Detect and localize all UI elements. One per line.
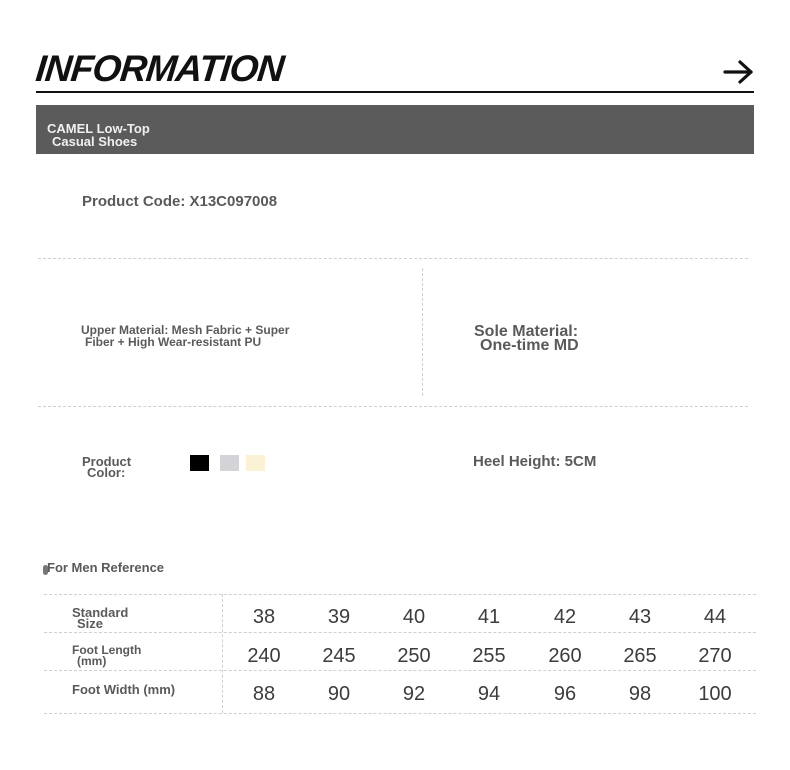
table-line-bottom bbox=[44, 713, 756, 714]
product-banner bbox=[36, 105, 754, 154]
table-cell: 260 bbox=[548, 645, 582, 667]
table-cell: 98 bbox=[628, 683, 652, 705]
table-cell: 250 bbox=[397, 645, 431, 667]
title-divider bbox=[36, 91, 754, 93]
banner-line-2: Casual Shoes bbox=[52, 134, 138, 149]
banner-text bbox=[47, 122, 150, 148]
upper-material bbox=[81, 324, 289, 348]
upper-material-line-2: Fiber + High Wear-resistant PU bbox=[85, 335, 262, 349]
table-cell: 42 bbox=[553, 606, 577, 628]
product-code: Product Code: X13C097008 bbox=[82, 193, 278, 210]
table-row-label-line-1: Foot Width (mm) bbox=[72, 682, 176, 697]
table-cell: 44 bbox=[703, 606, 727, 628]
table-cell: 265 bbox=[623, 645, 657, 667]
upper-material-line-1: Upper Material: Mesh Fabric + Super bbox=[81, 323, 290, 337]
table-cell: 270 bbox=[698, 645, 732, 667]
sole-material bbox=[474, 325, 579, 353]
table-line-vertical bbox=[222, 594, 223, 713]
divider-vertical bbox=[422, 268, 423, 396]
table-line-1 bbox=[44, 632, 756, 633]
color-swatch-black[interactable] bbox=[190, 455, 209, 471]
divider-top bbox=[38, 258, 748, 259]
divider-middle bbox=[38, 406, 748, 407]
size-table-caption: For Men Reference bbox=[47, 560, 165, 575]
color-swatch-cream[interactable] bbox=[246, 455, 265, 471]
table-cell: 88 bbox=[252, 683, 276, 705]
page-title: INFORMATION bbox=[33, 48, 286, 89]
table-cell: 43 bbox=[628, 606, 652, 628]
table-cell: 94 bbox=[477, 683, 501, 705]
arrow-right-icon[interactable] bbox=[722, 58, 756, 86]
sole-material-line-1: Sole Material: bbox=[474, 323, 579, 340]
table-row-label-line-1: Standard bbox=[72, 605, 129, 620]
table-line-top bbox=[44, 594, 756, 595]
table-cell: 92 bbox=[402, 683, 426, 705]
banner-line-1: CAMEL Low-Top bbox=[47, 121, 150, 136]
table-row-label bbox=[72, 684, 175, 695]
sole-material-line-2: One-time MD bbox=[480, 337, 579, 354]
table-cell: 38 bbox=[252, 606, 276, 628]
table-row-label bbox=[72, 645, 141, 667]
table-line-2 bbox=[44, 670, 756, 671]
table-cell: 90 bbox=[327, 683, 351, 705]
heel-height: Heel Height: 5CM bbox=[473, 453, 597, 470]
table-cell: 41 bbox=[477, 606, 501, 628]
table-cell: 245 bbox=[322, 645, 356, 667]
table-cell: 240 bbox=[247, 645, 281, 667]
table-cell: 255 bbox=[472, 645, 506, 667]
product-color-line-1: Product bbox=[82, 454, 132, 469]
table-row-label-line-2: (mm) bbox=[77, 654, 107, 668]
product-color-label bbox=[82, 456, 131, 478]
table-cell: 39 bbox=[327, 606, 351, 628]
color-swatch-grey[interactable] bbox=[220, 455, 239, 471]
table-cell: 100 bbox=[698, 683, 732, 705]
table-row-label bbox=[72, 607, 128, 629]
table-row-label-line-1: Foot Length bbox=[72, 643, 142, 657]
table-cell: 96 bbox=[553, 683, 577, 705]
table-cell: 40 bbox=[402, 606, 426, 628]
product-color-line-2: Color: bbox=[87, 465, 126, 480]
table-row-label-line-2: Size bbox=[77, 616, 104, 631]
